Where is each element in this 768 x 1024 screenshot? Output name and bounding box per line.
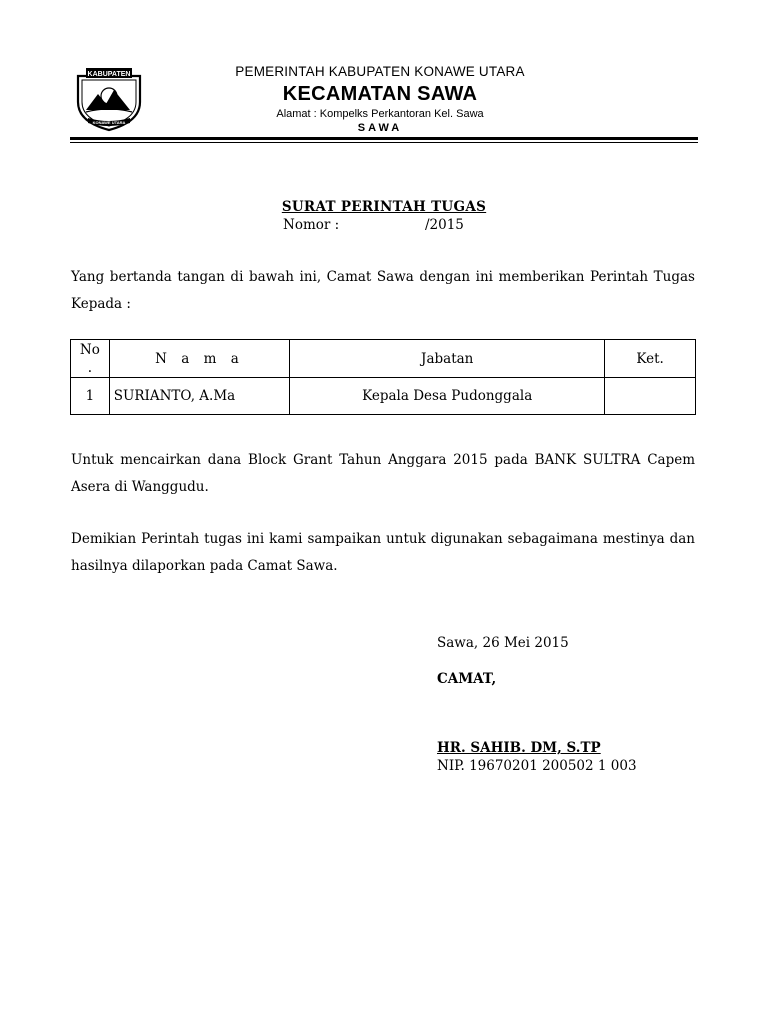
signatory-nip: NIP. 19670201 200502 1 003 bbox=[437, 758, 637, 774]
office-city: SAWA bbox=[357, 122, 403, 134]
signature-place-date: Sawa, 26 Mei 2015 bbox=[437, 635, 569, 651]
header-no-label: No . bbox=[79, 342, 100, 376]
signatory-name: HR. SAHIB. DM, S.TP bbox=[437, 740, 601, 756]
document-number: Nomor : /2015 bbox=[283, 217, 464, 233]
government-name: PEMERINTAH KABUPATEN KONAWE UTARA bbox=[235, 64, 525, 79]
closing-paragraph: Demikian Perintah tugas ini kami sampaikan untuk digunakan sebagaimana mestinya dan hasilnya dilaporkan pada Camat Sawa. bbox=[71, 531, 695, 574]
intro-paragraph: Yang bertanda tangan di bawah ini, Camat Sawa dengan ini memberikan Perintah Tugas Kepada : bbox=[71, 269, 695, 312]
header-nama: N a m a bbox=[109, 340, 289, 378]
regency-emblem-icon bbox=[70, 66, 148, 132]
district-name: KECAMATAN SAWA bbox=[282, 83, 478, 105]
cell-no: 1 bbox=[71, 378, 110, 415]
assignment-table bbox=[70, 339, 696, 415]
cell-nama: SURIANTO, A.Ma bbox=[109, 378, 289, 415]
header-no bbox=[71, 340, 110, 378]
table-row bbox=[71, 378, 696, 415]
table-header-row bbox=[71, 340, 696, 378]
header-jabatan: Jabatan bbox=[290, 340, 605, 378]
cell-ket bbox=[605, 378, 696, 415]
signature-role: CAMAT, bbox=[437, 671, 497, 687]
letterhead-divider-thick bbox=[70, 137, 698, 140]
document-title: SURAT PERINTAH TUGAS bbox=[281, 199, 487, 215]
letterhead bbox=[0, 0, 768, 150]
svg-text:KABUPATEN: KABUPATEN bbox=[87, 71, 131, 78]
svg-text:KONAWE UTARA: KONAWE UTARA bbox=[92, 120, 126, 125]
office-address: Alamat : Kompelks Perkantoran Kel. Sawa bbox=[276, 108, 484, 120]
cell-jabatan: Kepala Desa Pudonggala bbox=[290, 378, 605, 415]
header-ket: Ket. bbox=[605, 340, 696, 378]
letterhead-divider-thin bbox=[70, 142, 698, 143]
purpose-paragraph: Untuk mencairkan dana Block Grant Tahun Anggara 2015 pada BANK SULTRA Capem Asera di Wanggudu. bbox=[71, 452, 695, 495]
